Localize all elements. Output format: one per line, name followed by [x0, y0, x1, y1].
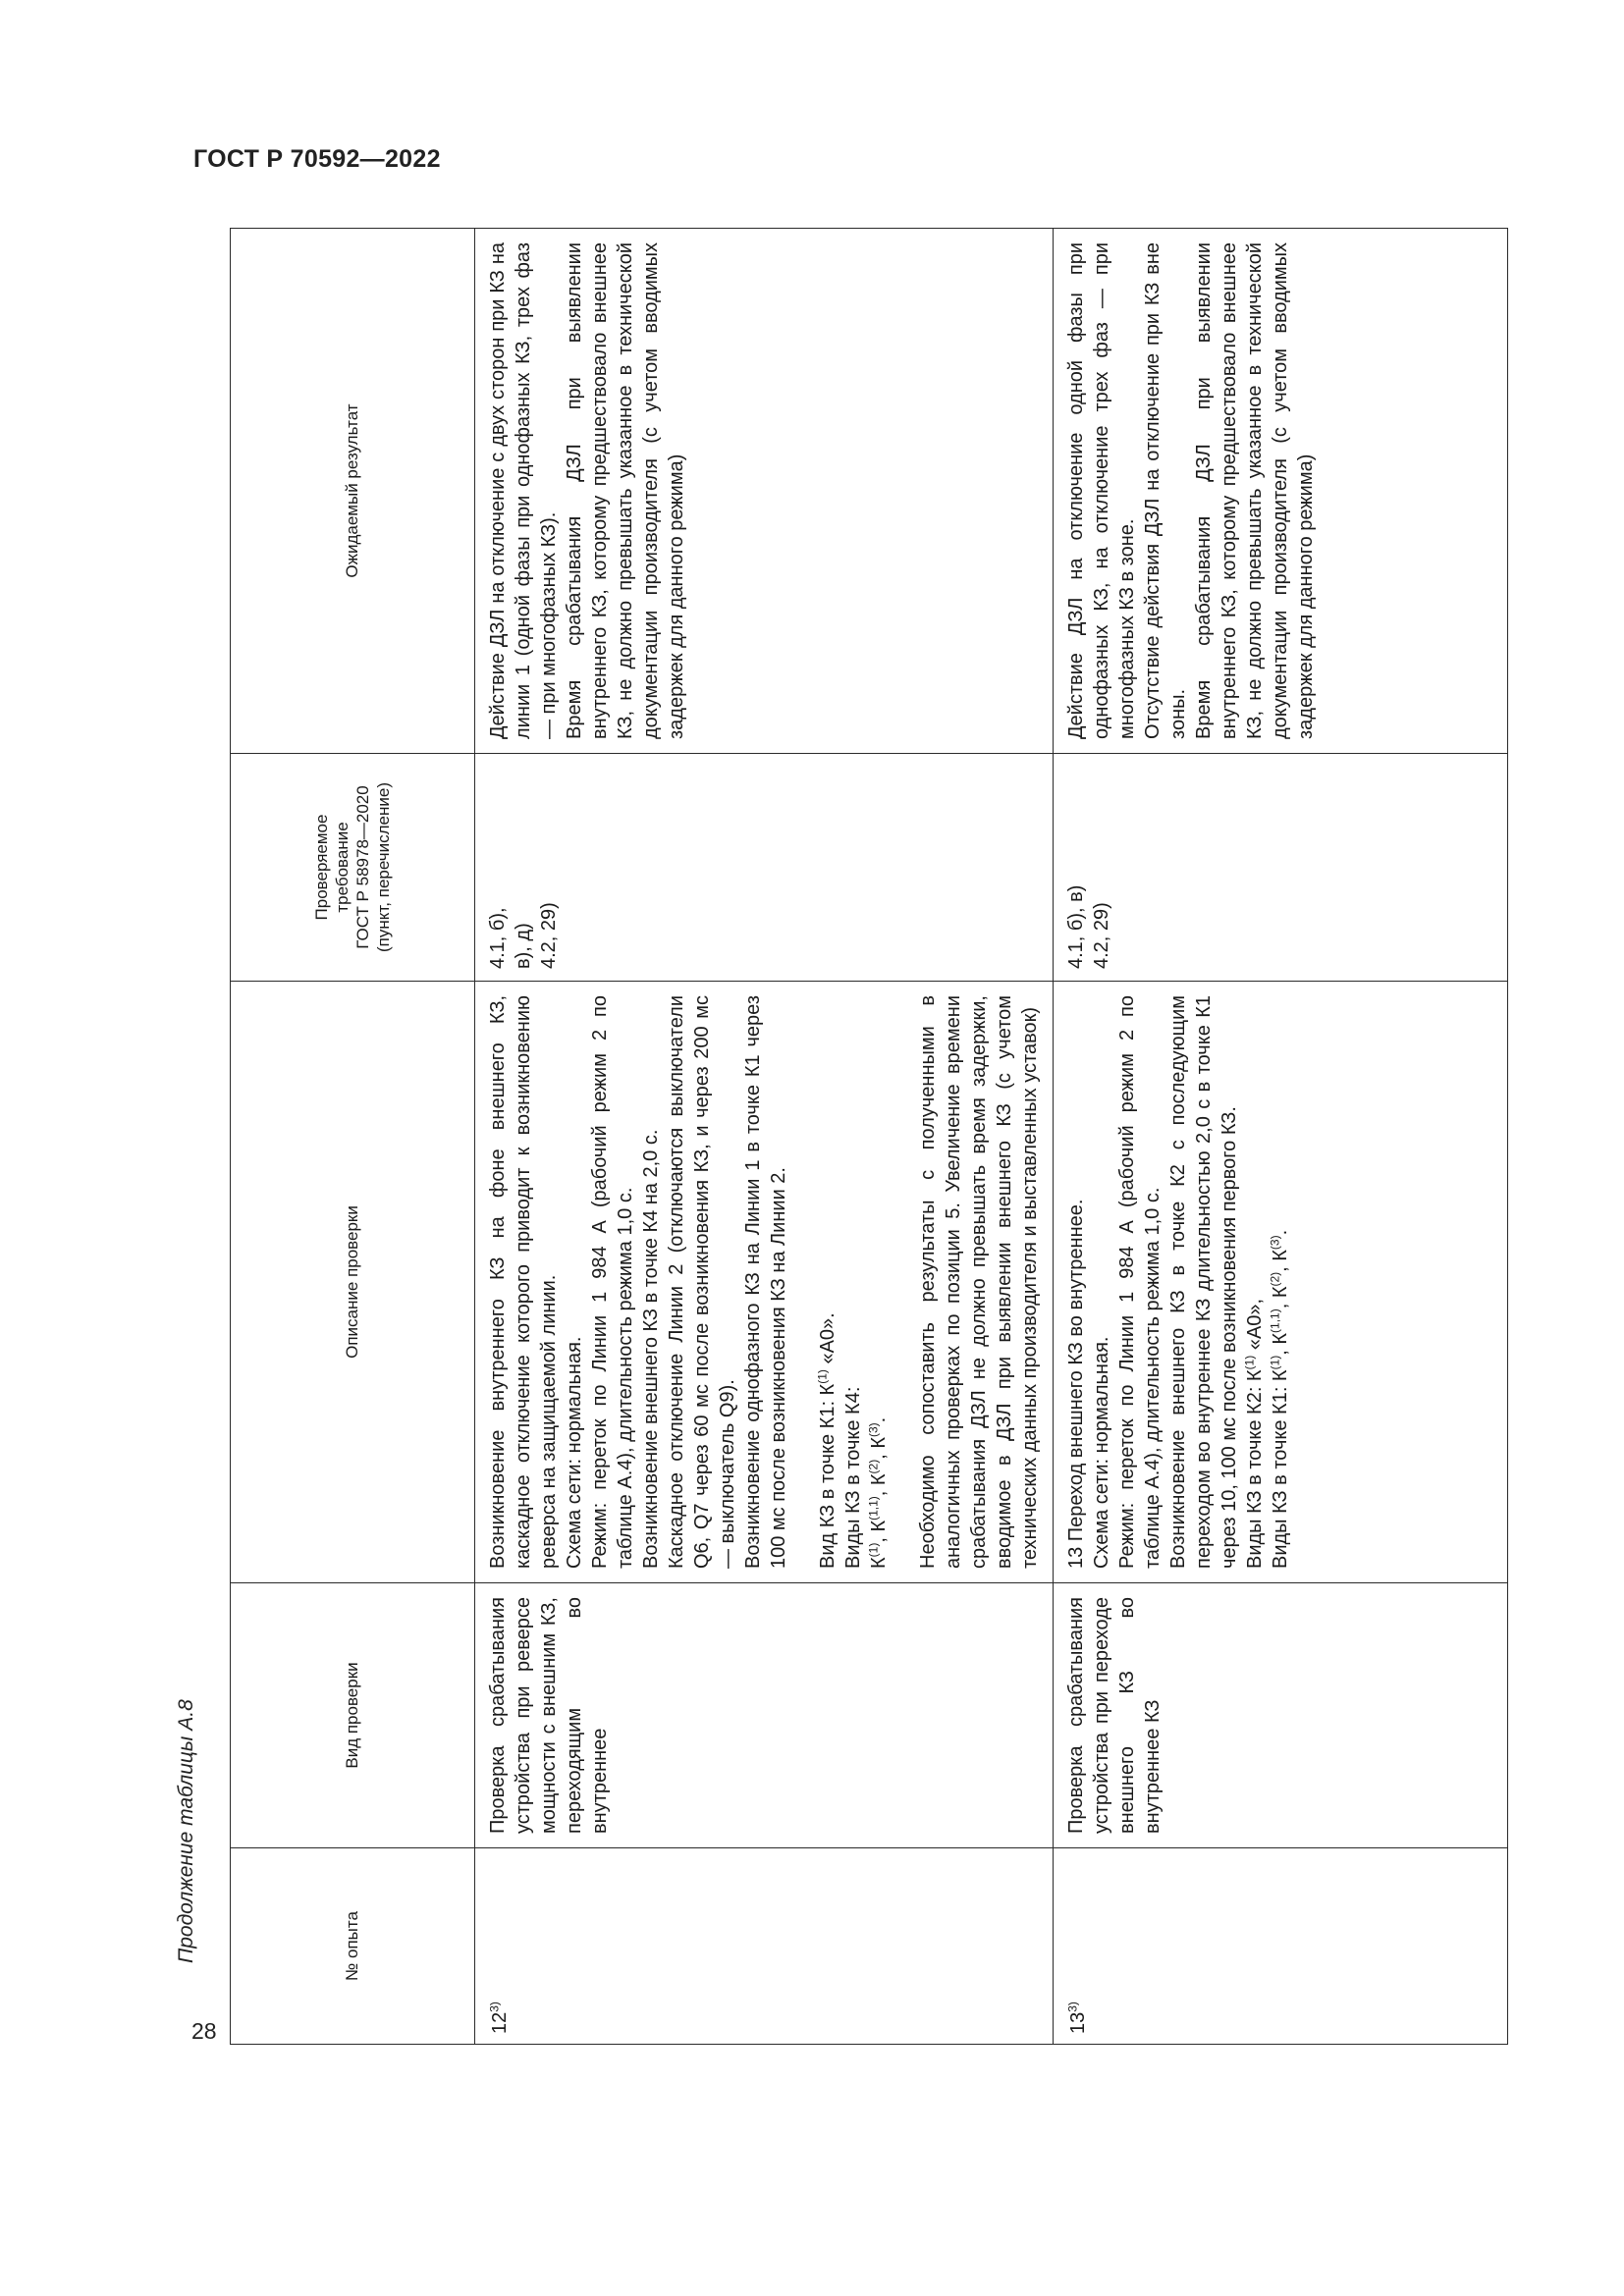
table-row: [475, 229, 1054, 2045]
col-header-kind: Вид проверки: [231, 1583, 475, 1848]
table-container: [230, 229, 1508, 2045]
cell-num: 13$^{3)}$: [1054, 1848, 1508, 2045]
col-header-req: Проверяемое требование ГОСТ Р 58978—2020 (пункт, перечисление): [231, 754, 475, 982]
col-header-num: № опыта: [231, 1848, 475, 2045]
cell-expected: Действие ДЗЛ на отключение одной фазы при однофазных КЗ, на отключение трех фаз — при многофазных КЗ в зоне. Отсутствие действия ДЗЛ на отключение при КЗ вне зоны. Время срабатывания ДЗЛ при выявлении внутреннего КЗ, которому предшествовало внешнее КЗ, не должно превышать указанное в технической документации производителя (с учетом вводимых задержек для данного режима): [1054, 229, 1508, 754]
table-header-row: [231, 229, 475, 2045]
table-caption: Продолжение таблицы А.8: [175, 1699, 197, 1963]
page-number: 28: [191, 2018, 217, 2044]
cell-kind: Проверка срабатывания устройства при реверсе мощности с внешним КЗ, переходящим во внутреннее: [475, 1583, 1054, 1848]
cell-num: 12$^{3)}$: [475, 1848, 1054, 2045]
cell-req: 4.1, б), в), д) 4.2, 29): [475, 754, 1054, 982]
check-table: [230, 228, 1508, 2045]
col-header-expected: Ожидаемый результат: [231, 229, 475, 754]
cell-desc: Возникновение внутреннего КЗ на фоне внешнего КЗ, каскадное отключение которого приводит к возникновению реверса на защищаемой линии. Схема сети: нормальная. Режим: переток по Линии 1 984 А (рабочий режим 2 по таблице А.4), длительность режима 1,0 с. Возникновение внешнего КЗ в точке К4 на 2,0 с. Каскадное отключение Линии 2 (отключаются выключатели Q6, Q7 через 60 мс после возникновения КЗ, и через 200 мс — выключатель Q9). Возникновение однофазного КЗ на Линии 1 в точке К1 через 100 мс после возникновения КЗ на Линии 2. Вид КЗ в точке К1: $К^{(1)}$ «А0». Виды КЗ в точке К4: $К^{(1)}$, К$^{(1,1)}$, $К^{(2)}$, $К^{(3)}$. Необходимо сопоставить результаты с полученными в аналогичных проверках по позиции 5. Увеличение времени срабатывания ДЗЛ не должно превышать время задержки, вводимое в ДЗЛ при выявлении внешнего КЗ (с учетом технических данных производителя и выставленных уставок): [475, 982, 1054, 1583]
col-header-desc: Описание проверки: [231, 982, 475, 1583]
cell-req: 4.1, б), в) 4.2, 29): [1054, 754, 1508, 982]
table-row: [1054, 229, 1508, 2045]
document-title: ГОСТ Р 70592—2022: [193, 145, 441, 173]
cell-expected: Действие ДЗЛ на отключение с двух сторон при КЗ на линии 1 (одной фазы при однофазных КЗ, трех фаз — при многофазных КЗ). Время срабатывания ДЗЛ при выявлении внутреннего КЗ, которому предшествовало внешнее КЗ, не должно превышать указанное в технической документации производителя (с учетом вводимых задержек для данного режима): [475, 229, 1054, 754]
cell-desc: 13 Переход внешнего КЗ во внутреннее. Схема сети: нормальная. Режим: переток по Линии 1 984 А (рабочий режим 2 по таблице А.4), длительность режима 1,0 с. Возникновение внешнего КЗ в точке К2 с последующим переходом во внутреннее КЗ длительностью 2,0 с в точке К1 через 10, 100 мс после возникновения первого КЗ. Виды КЗ в точке К2: $К^{(1)}$ «А0», Виды КЗ в точке К1: $К^{(1)}$, К$^{(1,1)}$, $К^{(2)}$, $К^{(3)}$.: [1054, 982, 1508, 1583]
cell-kind: Проверка срабатывания устройства при переходе внешнего КЗ во внутреннее КЗ: [1054, 1583, 1508, 1848]
